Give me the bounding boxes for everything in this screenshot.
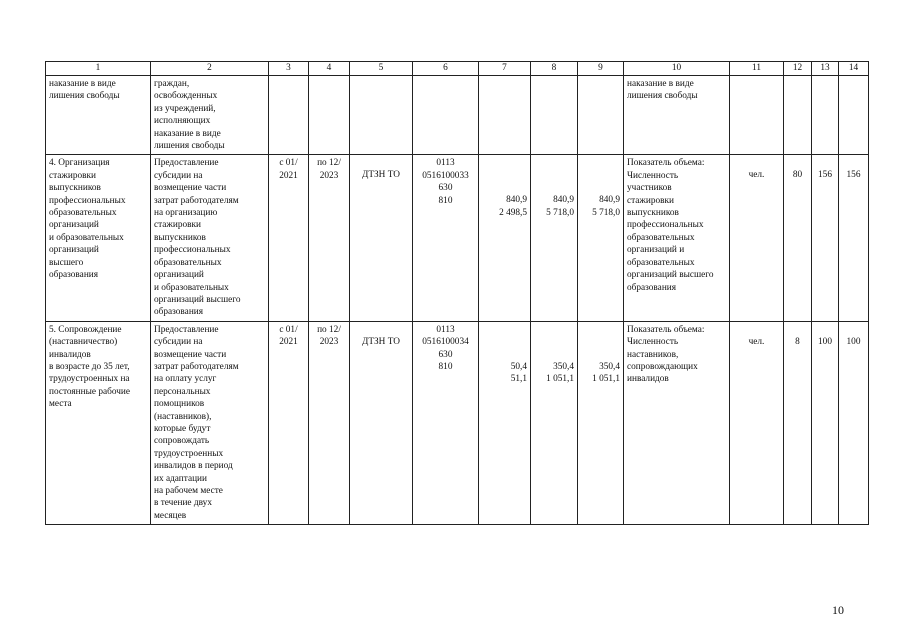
measure-name-cell: 4. Организация стажировки выпускников профессиональных образовательных организаций и образовательных организаций высшего образования bbox=[46, 155, 151, 321]
amount-2022-values: 840,9 5 718,0 bbox=[546, 195, 574, 218]
budget-code-cell: 0113 0516100034 630 810 bbox=[413, 321, 479, 525]
indicator-2023-cell bbox=[839, 76, 869, 155]
amount-2021-cell bbox=[479, 155, 531, 321]
table-header-row bbox=[46, 62, 869, 76]
amount-2023-cell bbox=[578, 76, 624, 155]
measure-description-cell: Предоставление субсидии на возмещение части затрат работодателям на оплату услуг персональных помощников (наставников), которые будут сопровождать трудоустроенных инвалидов в период их адаптации на рабочем месте в течение двух месяцев bbox=[151, 321, 269, 525]
executor-cell bbox=[350, 321, 413, 525]
unit-text: чел. bbox=[748, 336, 765, 347]
indicator-2022-cell bbox=[812, 155, 839, 321]
executor-text: ДТЗН ТО bbox=[362, 336, 400, 347]
unit-cell bbox=[730, 321, 784, 525]
header-cell: 13 bbox=[812, 62, 839, 76]
header-cell: 6 bbox=[413, 62, 479, 76]
indicator-2021-cell bbox=[784, 155, 812, 321]
indicator-2022-cell bbox=[812, 321, 839, 525]
end-date-cell: по 12/ 2023 bbox=[309, 155, 350, 321]
budget-code-cell bbox=[413, 76, 479, 155]
start-date-cell: с 01/ 2021 bbox=[269, 321, 309, 525]
amount-2022-cell bbox=[531, 76, 578, 155]
amount-2021-values: 840,9 2 498,5 bbox=[499, 195, 527, 218]
header-cell: 7 bbox=[479, 62, 531, 76]
measure-name-cell: 5. Сопровождение (наставничество) инвалидов в возрасте до 35 лет, трудоустроенных на постоянные рабочие места bbox=[46, 321, 151, 525]
budget-code-cell: 0113 0516100033 630 810 bbox=[413, 155, 479, 321]
amount-2022-cell bbox=[531, 155, 578, 321]
amount-2021-cell bbox=[479, 321, 531, 525]
indicator-2021-cell bbox=[784, 321, 812, 525]
amount-2021-values: 50,4 51,1 bbox=[510, 361, 527, 385]
indicator-2023-value: 156 bbox=[846, 170, 861, 181]
page-number: 10 bbox=[832, 603, 844, 617]
unit-text: чел. bbox=[748, 170, 765, 181]
indicator-2021-value: 80 bbox=[792, 170, 803, 181]
end-date-cell: по 12/ 2023 bbox=[309, 321, 350, 525]
unit-cell bbox=[730, 155, 784, 321]
header-cell: 10 bbox=[624, 62, 730, 76]
table-row bbox=[46, 76, 869, 155]
executor-cell bbox=[350, 155, 413, 321]
amount-2023-cell bbox=[578, 155, 624, 321]
indicator-2022-cell bbox=[812, 76, 839, 155]
end-date-cell bbox=[309, 76, 350, 155]
amount-2023-cell bbox=[578, 321, 624, 525]
amount-2022-cell bbox=[531, 321, 578, 525]
header-cell: 3 bbox=[269, 62, 309, 76]
executor-cell bbox=[350, 76, 413, 155]
header-cell: 1 bbox=[46, 62, 151, 76]
unit-cell bbox=[730, 76, 784, 155]
header-cell: 12 bbox=[784, 62, 812, 76]
indicator-name-cell: Показатель объема: Численность наставников, сопровождающих инвалидов bbox=[624, 321, 730, 525]
indicator-2021-value: 8 bbox=[795, 336, 800, 347]
indicator-2021-cell bbox=[784, 76, 812, 155]
indicator-name-cell: наказание в виде лишения свободы bbox=[624, 76, 730, 155]
amount-2022-values: 350,4 1 051,1 bbox=[546, 361, 574, 385]
header-cell: 5 bbox=[350, 62, 413, 76]
header-cell: 2 bbox=[151, 62, 269, 76]
measure-description-cell: граждан, освобожденных из учреждений, исполняющих наказание в виде лишения свободы bbox=[151, 76, 269, 155]
start-date-cell bbox=[269, 76, 309, 155]
start-date-cell: с 01/ 2021 bbox=[269, 155, 309, 321]
header-cell: 9 bbox=[578, 62, 624, 76]
table-row bbox=[46, 321, 869, 525]
indicator-name-cell: Показатель объема: Численность участников стажировки выпускников профессиональных образовательных организаций и образовательных организаций высшего образования bbox=[624, 155, 730, 321]
measure-name-cell: наказание в виде лишения свободы bbox=[46, 76, 151, 155]
budget-measures-table bbox=[45, 61, 869, 525]
indicator-2023-cell bbox=[839, 321, 869, 525]
executor-text: ДТЗН ТО bbox=[362, 170, 400, 181]
indicator-2023-value: 100 bbox=[846, 336, 861, 347]
table-row bbox=[46, 155, 869, 321]
amount-2023-values: 840,9 5 718,0 bbox=[592, 195, 620, 218]
indicator-2022-value: 156 bbox=[818, 170, 832, 181]
header-cell: 4 bbox=[309, 62, 350, 76]
amount-2023-values: 350,4 1 051,1 bbox=[592, 361, 620, 385]
amount-2021-cell bbox=[479, 76, 531, 155]
header-cell: 8 bbox=[531, 62, 578, 76]
indicator-2023-cell bbox=[839, 155, 869, 321]
header-cell: 14 bbox=[839, 62, 869, 76]
measure-description-cell: Предоставление субсидии на возмещение части затрат работодателям на организацию стажировки выпускников профессиональных образовательных организаций и образовательных организаций высшего образования bbox=[151, 155, 269, 321]
header-cell: 11 bbox=[730, 62, 784, 76]
indicator-2022-value: 100 bbox=[818, 336, 832, 347]
